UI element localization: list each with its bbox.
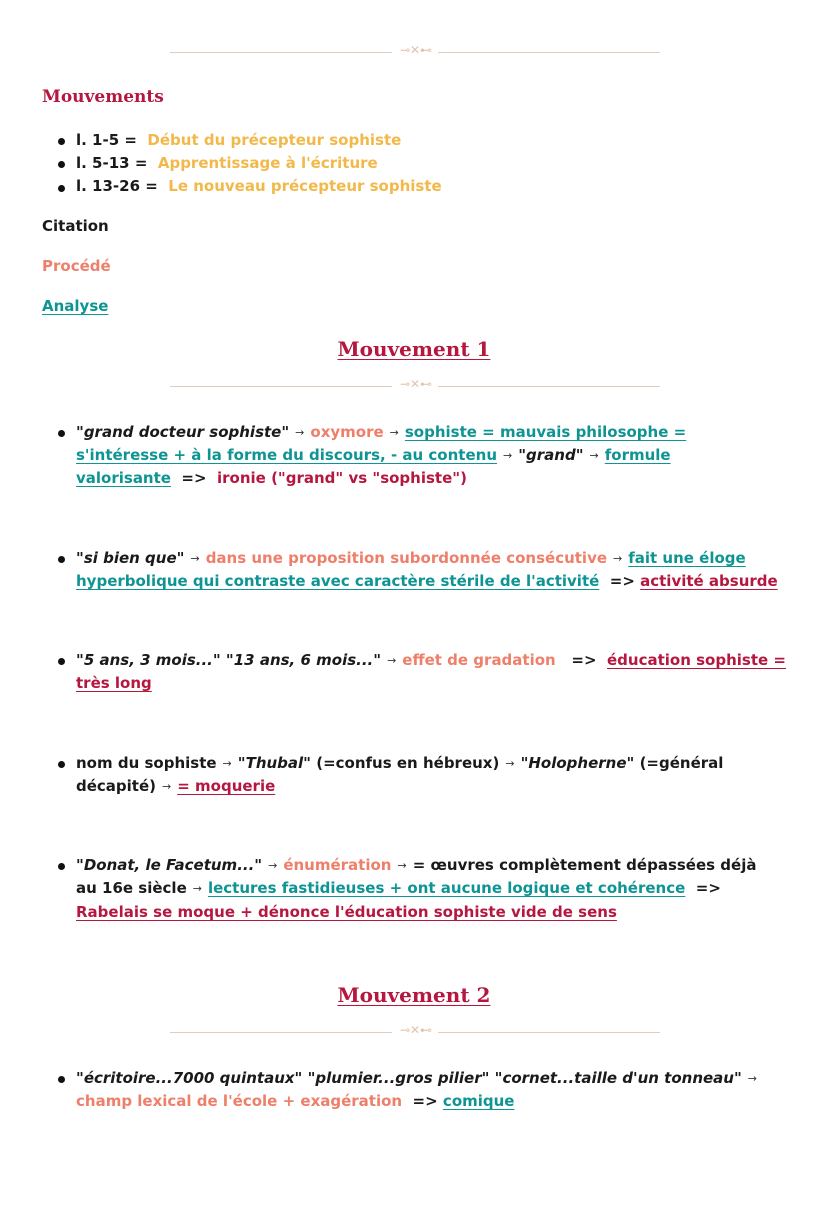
bullet bbox=[58, 863, 65, 870]
m1-point-2-line-1: "si bien que" → dans une proposition subordonnée consécutive → fait une éloge bbox=[76, 549, 746, 567]
m1-point-5-line-3: Rabelais se moque + dénonce l'éducation sophiste vide de sens bbox=[76, 903, 617, 921]
m1-point-1-line-3: valorisante => ironie ("grand" vs "sophiste") bbox=[76, 469, 467, 487]
bullet bbox=[58, 761, 65, 768]
section-1-divider: ⊸✕⊷ bbox=[170, 380, 660, 392]
m1-point-2-line-2: hyperbolique qui contraste avec caractère stérile de l'activité => activité absurde bbox=[76, 572, 778, 590]
bullet bbox=[58, 161, 65, 168]
m2-point-1-line-2: champ lexical de l'école + exagération => comique bbox=[76, 1092, 515, 1110]
legend-procede: Procédé bbox=[42, 257, 111, 275]
section-1-title: Mouvement 1 bbox=[337, 337, 491, 361]
m1-point-1-line-2: s'intéresse + à la forme du discours, - au contenu → "grand" → formule bbox=[76, 446, 671, 464]
bullet bbox=[58, 185, 65, 192]
m1-point-5-line-2: au 16e siècle → lectures fastidieuses + ont aucune logique et cohérence => bbox=[76, 879, 721, 897]
m2-point-1-line-1: "écritoire...7000 quintaux" "plumier...gros pilier" "cornet...taille d'un tonneau" → bbox=[76, 1069, 758, 1087]
m1-point-4-line-2: décapité) → = moquerie bbox=[76, 777, 276, 795]
section-2-divider: ⊸✕⊷ bbox=[170, 1026, 660, 1038]
bullet bbox=[58, 138, 65, 145]
bullet bbox=[58, 1076, 65, 1083]
bullet bbox=[58, 556, 65, 563]
m1-point-4-line-1: nom du sophiste → "Thubal" (=confus en hébreux) → "Holopherne" (=général bbox=[76, 754, 724, 772]
mouvement-item-2: l. 5-13 = Apprentissage à l'écriture bbox=[76, 154, 378, 172]
m1-point-3-line-2: très long bbox=[76, 674, 152, 692]
mouvements-title: Mouvements bbox=[42, 87, 164, 107]
mouvement-item-1: l. 1-5 = Début du précepteur sophiste bbox=[76, 131, 402, 149]
mouvement-item-3: l. 13-26 = Le nouveau précepteur sophiste bbox=[76, 177, 442, 195]
top-divider: ⊸✕⊷ bbox=[170, 46, 660, 58]
bullet bbox=[58, 430, 65, 437]
m1-point-1-line-1: "grand docteur sophiste" → oxymore → sophiste = mauvais philosophe = bbox=[76, 423, 687, 441]
m1-point-3-line-1: "5 ans, 3 mois..." "13 ans, 6 mois..." → effet de gradation => éducation sophiste = bbox=[76, 651, 786, 669]
bullet bbox=[58, 658, 65, 665]
m1-point-5-line-1: "Donat, le Facetum..." → énumération → = œuvres complètement dépassées déjà bbox=[76, 856, 757, 874]
legend-citation: Citation bbox=[42, 217, 109, 235]
section-2-title: Mouvement 2 bbox=[337, 983, 491, 1007]
legend-analyse: Analyse bbox=[42, 297, 109, 315]
